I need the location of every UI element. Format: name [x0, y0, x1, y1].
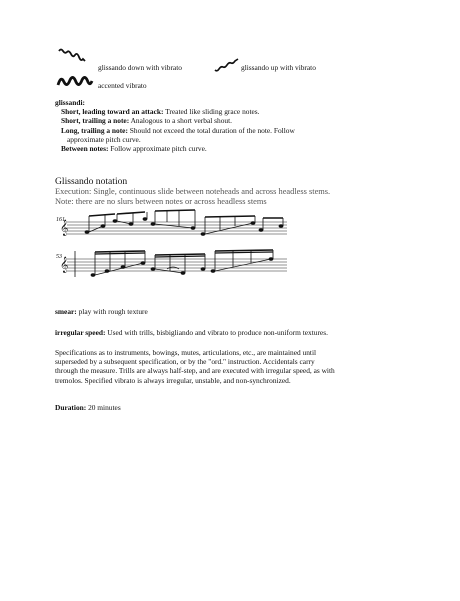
gliss-item-long-trailing-cont: approximate pitch curve.: [67, 134, 141, 144]
legend-gliss-up-label: glissando up with vibrato: [241, 63, 316, 72]
gliss-desc: Analogous to a short verbal shout.: [129, 116, 232, 126]
gliss-notation-title: Glissando notation: [55, 176, 128, 187]
duration-term: Duration:: [55, 403, 87, 412]
gliss-item-long-trailing: [55, 126, 435, 135]
gliss-term: Short, leading toward an attack:: [61, 107, 164, 117]
svg-text:𝄞: 𝄞: [60, 220, 69, 236]
gliss-item-between-notes: [55, 144, 435, 153]
legend-accented-vibrato-label: accented vibrato: [98, 81, 147, 90]
gliss-desc: Should not exceed the total duration of the note. Follow: [127, 125, 295, 135]
gliss-notation-section: [55, 176, 455, 207]
smear-definition: [55, 307, 148, 316]
spec-line: Specifications as to instruments, bowings, mutes, articulations, etc., are maintained until: [55, 348, 317, 357]
spec-line: superseded by a subsequent specification, or by the "ord." instruction. Accidentals carry: [55, 357, 315, 367]
spec-line: through the measure. Trills are always half-step, and are executed with irregular speed, as with: [55, 366, 335, 376]
smear-term: smear:: [55, 307, 77, 316]
music-excerpt-2: [55, 245, 290, 287]
gliss-notation-line2: Note: there are no slurs between notes or across headless stems: [55, 197, 267, 206]
specifications-paragraph: [55, 348, 455, 385]
measure-number-53: 53: [56, 254, 62, 260]
duration-line: [55, 403, 121, 412]
gliss-notation-line1: Execution: Single, continuous slide between noteheads and across headless stems.: [55, 187, 331, 196]
gliss-desc: Follow approximate pitch curve.: [108, 144, 207, 154]
glissandi-heading: glissandi:: [55, 98, 85, 107]
smear-desc: play with rough texture: [76, 307, 148, 316]
gliss-item-short-trailing: [55, 116, 435, 125]
gliss-item-short-leading: [55, 107, 435, 116]
svg-text:𝄞: 𝄞: [60, 257, 69, 273]
music-excerpt-1: [55, 204, 290, 246]
duration-value: 20 minutes: [86, 403, 121, 412]
glissando-down-vibrato-icon: [58, 48, 88, 64]
glissando-up-vibrato-icon: [214, 58, 240, 72]
gliss-term: Between notes:: [61, 144, 109, 154]
spec-line: tremolos. Specified vibrato is always irregular, unstable, and non-synchronized.: [55, 375, 291, 385]
irregular-speed-definition: [55, 328, 455, 337]
irregular-speed-desc: Used with trills, bisbigliando and vibrato to produce non-uniform textures.: [105, 328, 328, 337]
irregular-speed-term: irregular speed:: [55, 328, 106, 337]
accented-vibrato-icon: [56, 74, 94, 88]
gliss-term: Short, trailing a note:: [61, 116, 130, 126]
legend-gliss-down-label: glissando down with vibrato: [98, 63, 182, 72]
gliss-desc: Treated like sliding grace notes.: [163, 107, 260, 117]
measure-number-161: 161: [56, 217, 65, 223]
glissandi-section: [55, 98, 435, 153]
gliss-term: Long, trailing a note:: [61, 125, 128, 135]
